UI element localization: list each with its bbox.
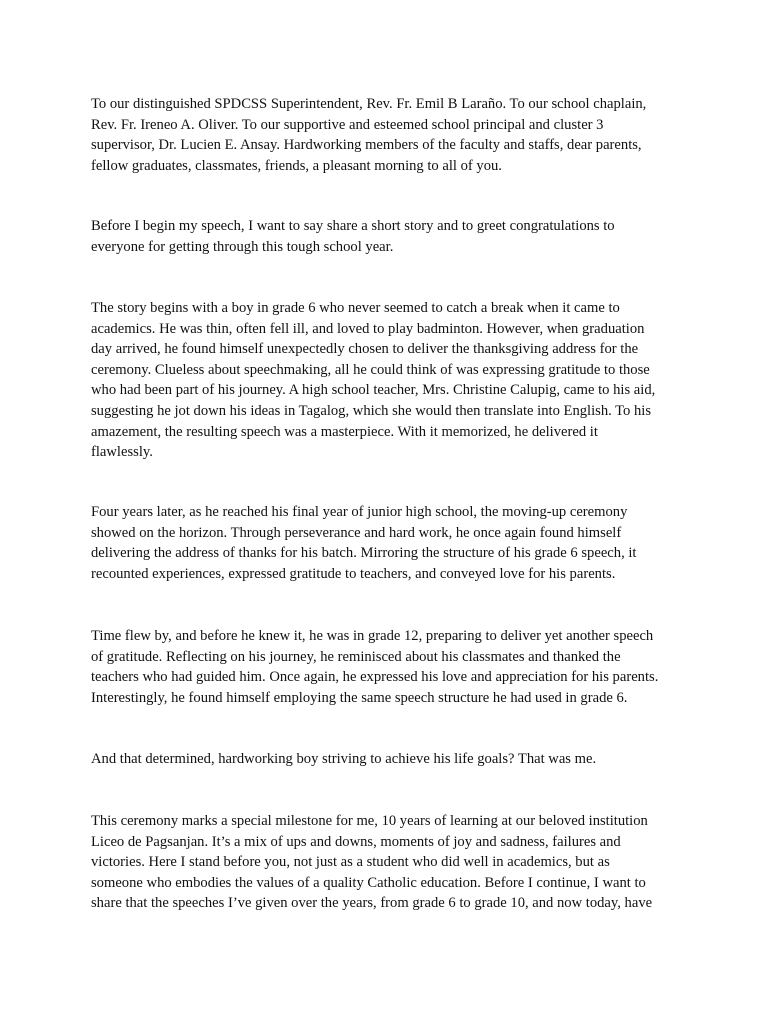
- text-line: everyone for getting through this tough school year.: [91, 238, 394, 255]
- text-line: academics. He was thin, often fell ill, and loved to play badminton. However, when graduation: [91, 320, 645, 337]
- text-line: Time flew by, and before he knew it, he was in grade 12, preparing to deliver yet another speech: [91, 628, 654, 644]
- paragraph-junior-high: [91, 502, 711, 584]
- text-line: day arrived, he found himself unexpectedly chosen to deliver the thanksgiving address for the: [91, 341, 639, 358]
- paragraph-story-grade-6: [91, 298, 711, 463]
- text-line: suggesting he jot down his ideas in Tagalog, which she would then translate into English. To his: [91, 402, 652, 419]
- text-line: victories. Here I stand before you, not just as a student who did well in academics, but as: [91, 854, 610, 871]
- text-line: The story begins with a boy in grade 6 who never seemed to catch a break when it came to: [91, 300, 620, 316]
- text-line: Liceo de Pagsanjan. It’s a mix of ups and downs, moments of joy and sadness, failures and: [91, 833, 621, 850]
- text-line: someone who embodies the values of a quality Catholic education. Before I continue, I want to: [91, 874, 646, 891]
- paragraph-intro: [91, 216, 711, 257]
- text-line: recounted experiences, expressed gratitude to teachers, and conveyed love for his parents.: [91, 565, 616, 582]
- paragraph-milestone: [91, 811, 711, 914]
- text-line: To our distinguished SPDCSS Superintendent, Rev. Fr. Emil B Laraño. To our school chaplain,: [91, 96, 647, 112]
- text-line: flawlessly.: [91, 444, 153, 461]
- text-line: amazement, the resulting speech was a masterpiece. With it memorized, he delivered it: [91, 423, 598, 440]
- text-line: And that determined, hardworking boy striving to achieve his life goals? That was me.: [91, 751, 597, 767]
- text-line: ceremony. Clueless about speechmaking, all he could think of was expressing gratitude to those: [91, 361, 650, 378]
- text-line: who had been part of his journey. A high school teacher, Mrs. Christine Calupig, came to his aid,: [91, 382, 656, 399]
- paragraph-grade-12: [91, 626, 711, 708]
- text-line: of gratitude. Reflecting on his journey, he reminisced about his classmates and thanked the: [91, 648, 621, 665]
- text-line: Four years later, as he reached his final year of junior high school, the moving-up ceremony: [91, 504, 628, 520]
- paragraph-greeting: [91, 94, 711, 176]
- text-line: teachers who had guided him. Once again, he expressed his love and appreciation for his parents.: [91, 669, 659, 686]
- text-line: showed on the horizon. Through perseverance and hard work, he once again found himself: [91, 524, 622, 541]
- text-line: fellow graduates, classmates, friends, a pleasant morning to all of you.: [91, 157, 502, 174]
- paragraph-reveal: [91, 749, 711, 770]
- text-line: share that the speeches I’ve given over the years, from grade 6 to grade 10, and now today, have: [91, 895, 653, 912]
- text-line: delivering the address of thanks for his batch. Mirroring the structure of his grade 6 speech, it: [91, 545, 637, 562]
- text-line: Before I begin my speech, I want to say share a short story and to greet congratulations to: [91, 218, 615, 234]
- text-line: supervisor, Dr. Lucien E. Ansay. Hardworking members of the faculty and staffs, dear parents,: [91, 137, 642, 154]
- text-line: Rev. Fr. Ireneo A. Oliver. To our supportive and esteemed school principal and cluster 3: [91, 116, 604, 133]
- text-line: This ceremony marks a special milestone for me, 10 years of learning at our beloved institution: [91, 813, 648, 829]
- text-line: Interestingly, he found himself employing the same speech structure he had used in grade 6.: [91, 689, 628, 706]
